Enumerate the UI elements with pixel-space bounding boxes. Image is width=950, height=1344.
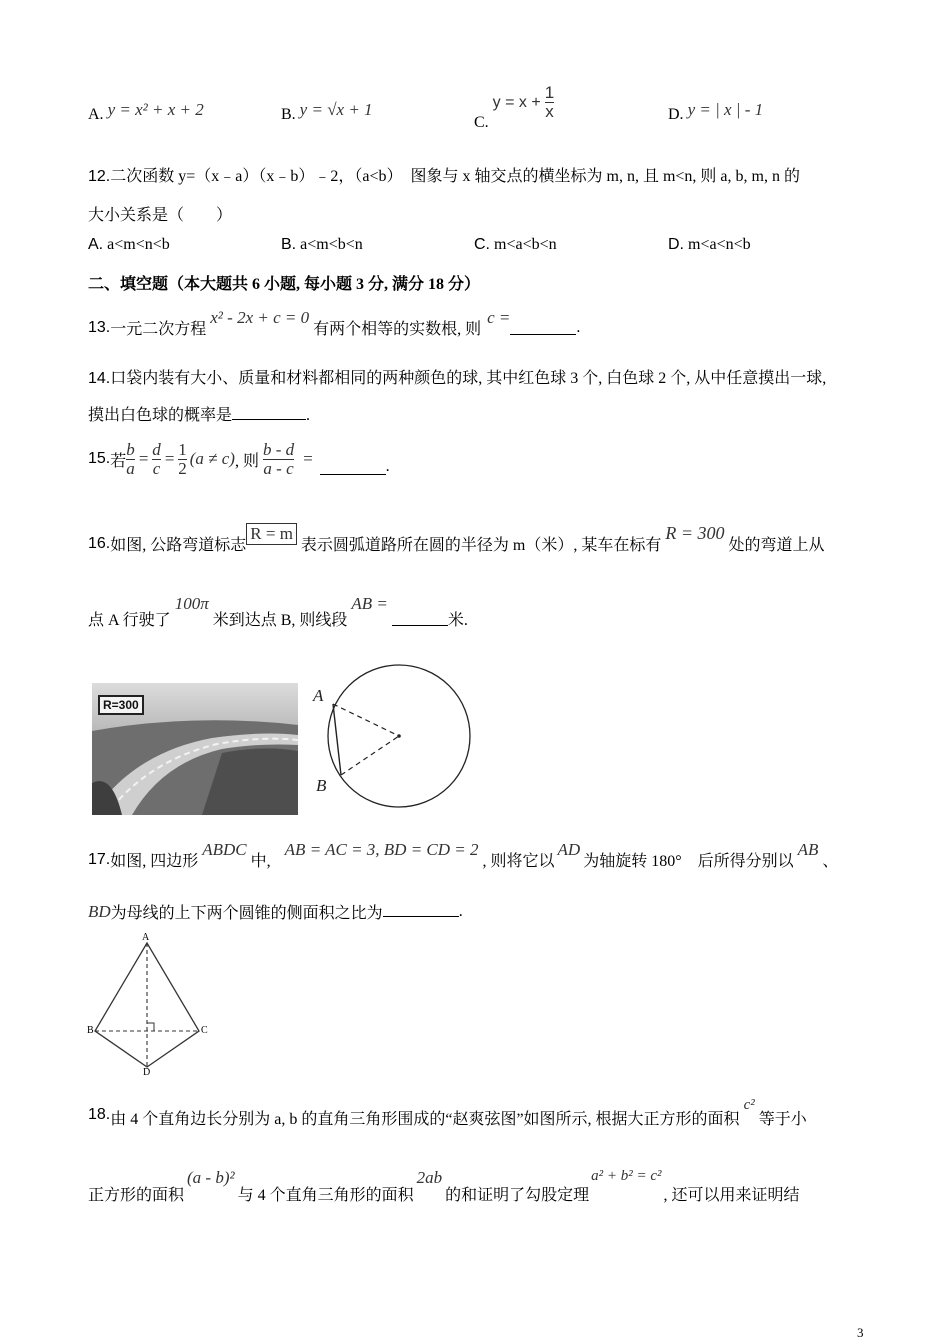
option-label: D. — [668, 106, 684, 123]
question-text: 若 — [110, 452, 127, 470]
option-text: m<a<b<n — [494, 236, 557, 253]
q17-line2 — [88, 900, 463, 923]
question-number: 18. — [88, 1106, 111, 1123]
denominator: a - c — [263, 458, 294, 478]
option-text: m<a<n<b — [688, 236, 751, 253]
denominator: x — [545, 102, 554, 121]
expr-prefix: y = x + — [492, 93, 541, 111]
right-angle-mark — [147, 1023, 154, 1031]
answer-variable: c = — [487, 307, 511, 327]
question-text: 二次函数 y=（x﹣a）（x﹣b）﹣2，（a<b） 图象与 x 轴交点的横坐标为 m, n, 且 m<n, 则 a, b, m, n 的 — [110, 168, 800, 185]
question-number: 15. — [88, 450, 111, 467]
page-number: 3 — [857, 1325, 864, 1340]
numerator: d — [152, 439, 161, 459]
punctuation: . — [306, 407, 311, 424]
q11-option-d — [668, 100, 764, 124]
question-text: 口袋内装有大小、质量和材料都相同的两种颜色的球, 其中红色球 3 个, 白色球 2 个, 从中任意摸出一球, — [110, 370, 827, 387]
question-text: 为母线的上下两个圆锥的侧面积之比为 — [110, 905, 383, 922]
question-text: 一元二次方程 — [110, 321, 207, 338]
pythagorean-theorem: a² + b² = c² — [591, 1168, 662, 1184]
q12-option-a — [88, 236, 170, 254]
denominator: c — [152, 458, 161, 478]
center-point — [397, 734, 401, 738]
radius-oa — [333, 704, 399, 736]
question-text: 由 4 个直角边长分别为 a, b 的直角三角形围成的“赵爽弦图”如图所示, 根据大正方形的面积 — [110, 1111, 740, 1128]
question-text: 有两个相等的实数根, 则 — [313, 321, 482, 338]
numerator: 1 — [178, 439, 187, 459]
option-expr — [493, 84, 555, 121]
denominator: 2 — [178, 458, 187, 478]
question-number: 13. — [88, 318, 111, 336]
question-text: 为轴旋转 180° 后所得分别以 — [583, 853, 794, 870]
question-text: 如图, 四边形 — [110, 853, 199, 870]
kite-diagram — [84, 934, 214, 1079]
question-text: 与 4 个直角三角形的面积 — [237, 1187, 414, 1204]
question-text: 的和证明了勾股定理 — [445, 1187, 590, 1204]
segment-ab: AB — [797, 839, 819, 859]
punctuation: . — [458, 902, 463, 920]
equation: x² - 2x + c = 0 — [210, 307, 310, 327]
kite-label-d: D — [143, 1067, 151, 1078]
fraction — [545, 84, 554, 121]
label-a: A — [313, 686, 324, 705]
question-number: 12. — [88, 168, 111, 185]
big-square-area: c² — [743, 1097, 755, 1113]
q16-line2 — [88, 593, 468, 629]
option-expr: y = x² + x + 2 — [107, 100, 204, 119]
small-square-area: (a - b)² — [187, 1168, 235, 1187]
q16-line1 — [88, 522, 825, 554]
q11-option-c — [474, 83, 555, 131]
question-text: 正方形的面积 — [88, 1187, 185, 1204]
question-number: 16. — [88, 534, 111, 552]
kite-label-a: A — [142, 932, 150, 943]
radius-ob — [341, 736, 399, 775]
question-number: 14. — [88, 370, 111, 387]
punctuation: . — [576, 318, 581, 336]
answer-blank[interactable] — [392, 611, 448, 626]
punctuation: . — [385, 458, 390, 475]
answer-blank[interactable] — [510, 320, 576, 335]
q12-option-d — [668, 236, 751, 254]
section-title: 二、填空题（本大题共 6 小题, 每小题 3 分, 满分 18 分） — [88, 276, 481, 293]
option-label: A. — [88, 106, 104, 123]
numerator: 1 — [544, 83, 555, 102]
option-label: A. — [88, 236, 104, 253]
q12-line1 — [88, 163, 800, 186]
label-b: B — [316, 776, 327, 795]
numerator: b — [126, 439, 135, 459]
q12-line2: 大小关系是（ ） — [88, 207, 233, 224]
q15 — [88, 434, 390, 484]
question-text: , 还可以用来证明结 — [663, 1187, 800, 1204]
option-expr: y = √x + 1 — [299, 100, 373, 119]
q14-line2 — [88, 402, 310, 425]
side-lengths: AB = AC = 3, BD = CD = 2 — [284, 839, 479, 859]
q11-option-b — [281, 100, 373, 124]
option-label: B. — [281, 106, 296, 123]
segment-ab: AB = — [351, 593, 388, 613]
question-text: 点 A 行驶了 — [88, 612, 171, 629]
kite-label-c: C — [201, 1025, 208, 1036]
q17-line1 — [88, 838, 839, 870]
equals-sign: = — [163, 449, 176, 468]
q18-line2 — [88, 1168, 800, 1205]
question-text: 米. — [447, 612, 468, 629]
condition: (a ≠ c) — [189, 449, 235, 468]
question-text: 米到达点 B, 则线段 — [212, 612, 348, 629]
denominator: a — [126, 458, 135, 478]
radius-value: R = 300 — [665, 523, 725, 543]
road-sign-formula: R = m — [246, 523, 297, 545]
option-text: a<m<n<b — [107, 236, 170, 253]
quadrilateral-name: ABDC — [202, 839, 247, 859]
question-text: , 则 — [234, 452, 259, 470]
segment-bd: BD — [88, 901, 111, 921]
triangles-area: 2ab — [416, 1168, 443, 1187]
option-text: a<m<b<n — [300, 236, 363, 253]
kite-label-b: B — [87, 1025, 94, 1036]
q11-option-a — [88, 100, 204, 124]
q13 — [88, 307, 581, 338]
equals-sign: = — [302, 449, 314, 468]
numerator: b - d — [262, 439, 295, 459]
question-text: 摸出白色球的概率是 — [88, 407, 233, 424]
circle-diagram — [308, 660, 478, 810]
answer-blank[interactable] — [320, 460, 386, 475]
question-number: 17. — [88, 850, 111, 868]
road-curve-photo — [92, 683, 298, 815]
option-label: C. — [474, 236, 490, 253]
fraction-one-half — [178, 441, 187, 478]
fraction-bmd-over-amc — [263, 441, 294, 478]
q12-option-b — [281, 236, 363, 254]
question-text: , 则将它以 — [482, 853, 555, 870]
option-label: B. — [281, 236, 297, 253]
question-text: 中, — [250, 853, 271, 870]
question-text: 等于小 — [758, 1111, 807, 1128]
option-expr: y = | x | - 1 — [687, 100, 764, 119]
fraction-b-over-a — [126, 441, 135, 478]
q14-line1 — [88, 365, 826, 388]
answer-blank[interactable] — [232, 405, 306, 420]
question-text: 处的弯道上从 — [728, 537, 825, 554]
answer-blank[interactable] — [383, 902, 459, 917]
equals-sign: = — [137, 449, 150, 468]
rotation-axis: AD — [557, 839, 581, 859]
option-label: C. — [474, 113, 489, 131]
question-text: 表示圆弧道路所在圆的半径为 m（米）, 某车在标有 — [300, 537, 662, 554]
q18-line1 — [88, 1097, 807, 1129]
option-label: D. — [668, 236, 684, 253]
fraction-d-over-c — [152, 441, 161, 478]
punctuation: 、 — [822, 853, 839, 870]
distance-value: 100π — [174, 593, 209, 613]
q12-option-c — [474, 236, 557, 254]
road-sign: R=300 — [98, 695, 144, 715]
question-text: 如图, 公路弯道标志 — [110, 537, 247, 554]
